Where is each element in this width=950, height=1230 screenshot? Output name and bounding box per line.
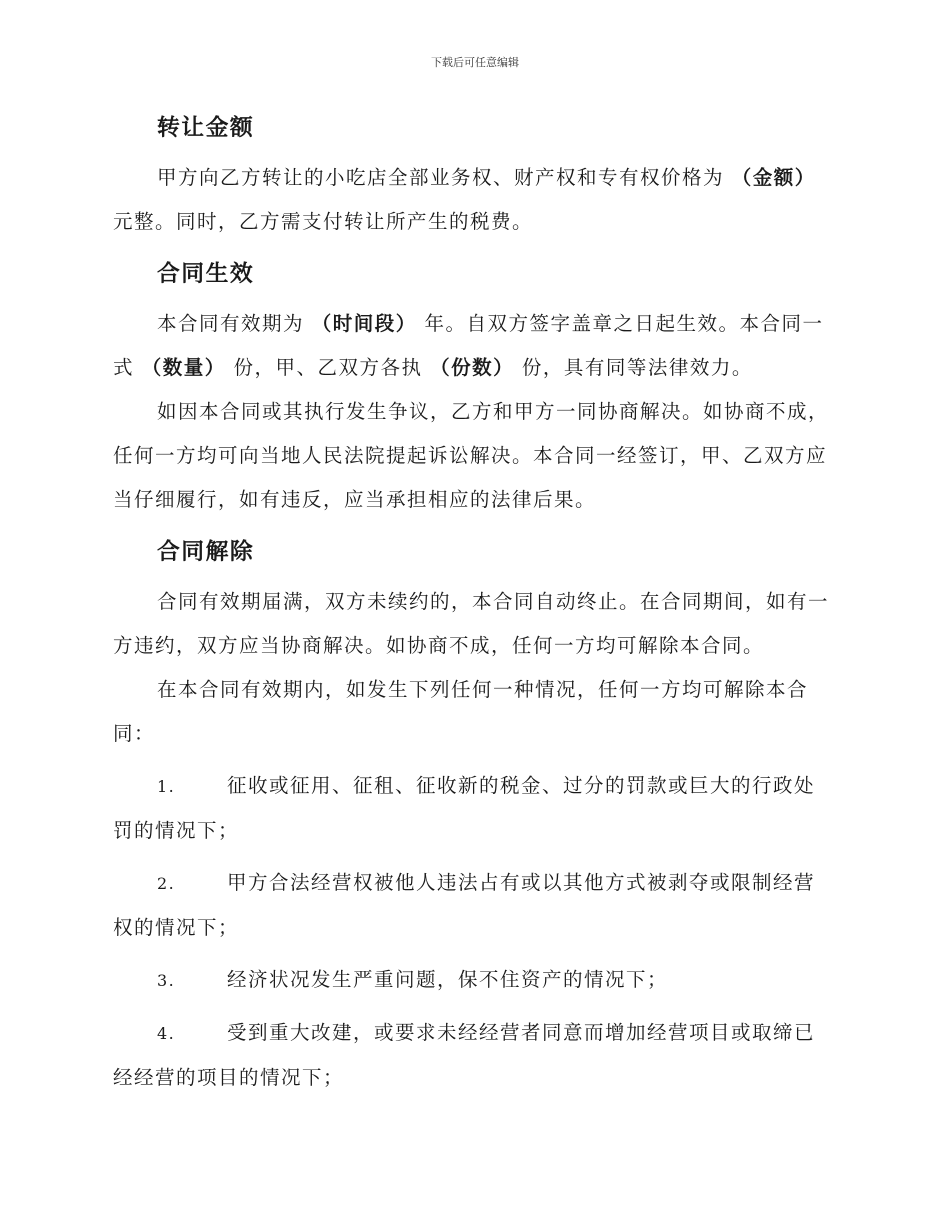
- text-span: 甲方向乙方转让的小吃店全部业务权、财产权和专有权价格为: [157, 166, 725, 189]
- amount-placeholder: （金额）: [731, 166, 816, 189]
- list-item-number: 4.: [157, 1024, 176, 1043]
- paragraph-conditions-intro: 在本合同有效期内，如发生下列任何一种情况，任何一方均可解除本合同：: [113, 678, 809, 745]
- list-item-text: 甲方合法经营权被他人违法占有或以其他方式被剥夺或限制经营权的情况下；: [113, 871, 816, 939]
- list-item-number: 2.: [157, 874, 176, 893]
- list-item-number: 1.: [157, 777, 176, 796]
- section-title-termination: 合同解除: [157, 539, 255, 565]
- list-item-text: 受到重大改建，或要求未经经营者同意而增加经营项目或取缔已经经营的项目的情况下；: [113, 1021, 816, 1089]
- list-item: [113, 1011, 835, 1100]
- list-item-text: 经济状况发生严重问题，保不住资产的情况下；: [227, 968, 669, 991]
- list-item: [113, 861, 835, 950]
- section-title-effective: 合同生效: [157, 261, 255, 287]
- text-span: 份，甲、乙双方各执: [233, 356, 423, 379]
- text-span: 份，具有同等法律效力。: [521, 356, 753, 379]
- quantity-placeholder: （数量）: [141, 356, 226, 379]
- text-span: 元整。同时，乙方需支付转让所产生的税费。: [113, 210, 534, 233]
- list-item: [113, 764, 835, 853]
- paragraph-transfer-price: [113, 156, 835, 244]
- paragraph-expiry: 合同有效期届满，双方未续约的，本合同自动终止。在合同期间，如有一方违约，双方应当协商解决。如协商不成，任何一方均可解除本合同。: [113, 590, 830, 657]
- paragraph-contract-term: [113, 302, 835, 390]
- copies-placeholder: （份数）: [430, 356, 515, 379]
- text-span: 本合同有效期为: [157, 312, 305, 335]
- section-title-transfer: 转让金额: [157, 115, 255, 141]
- paragraph-dispute: 如因本合同或其执行发生争议，乙方和甲方一同协商解决。如协商不成，任何一方均可向当地人民法院提起诉讼解决。本合同一经签订，甲、乙双方应当仔细履行，如有违反，应当承担相应的法律后果。: [113, 400, 830, 511]
- list-item-number: 3.: [157, 971, 176, 990]
- list-item-text: 征收或征用、征租、征收新的税金、过分的罚款或巨大的行政处罚的情况下；: [113, 774, 816, 842]
- text-span: 年。自双方签字盖章之日起生效。本合同一式: [113, 312, 824, 379]
- page-header: 下载后可任意编辑: [431, 56, 519, 69]
- period-placeholder: （时间段）: [311, 312, 417, 335]
- list-item: [113, 958, 835, 1003]
- document-body: [113, 108, 835, 1100]
